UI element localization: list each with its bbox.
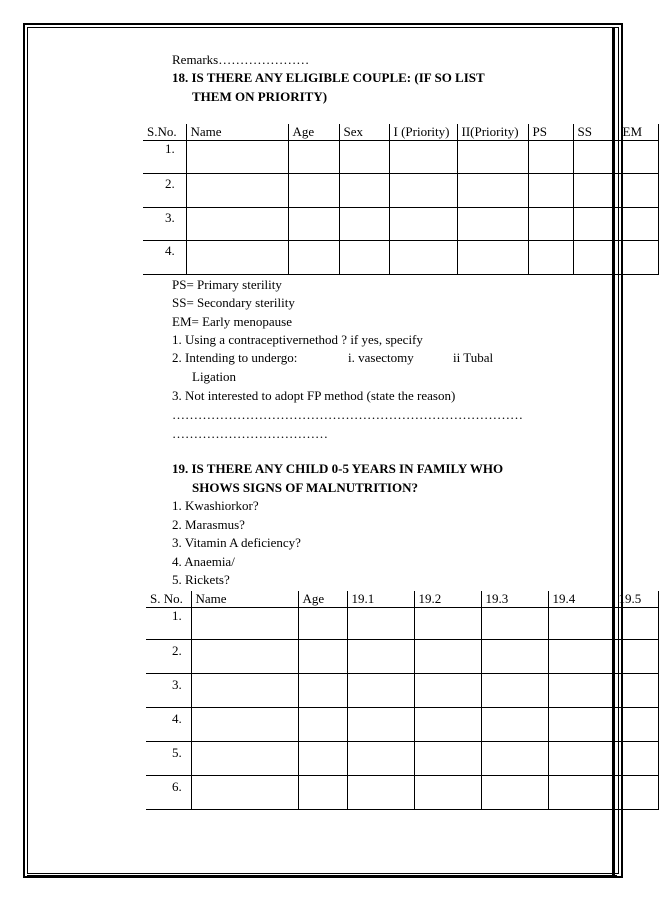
age-cell[interactable] bbox=[288, 208, 339, 241]
name-cell[interactable] bbox=[186, 208, 288, 241]
malnutrition-table bbox=[146, 591, 659, 810]
name-cell[interactable] bbox=[191, 708, 298, 742]
fp-item-3: 3. Not interested to adopt FP method (state the reason) bbox=[172, 388, 456, 403]
cell-19-4[interactable] bbox=[548, 742, 614, 776]
cell-19-2[interactable] bbox=[414, 608, 481, 640]
ss-cell[interactable] bbox=[573, 241, 618, 275]
row-number: 1. bbox=[165, 141, 175, 156]
cell-19-3[interactable] bbox=[481, 608, 548, 640]
page-border-bottom bbox=[27, 875, 617, 878]
col-header-em: EM bbox=[618, 124, 658, 141]
fp-item-2-vasectomy: i. vasectomy bbox=[348, 350, 414, 365]
ss-cell[interactable] bbox=[573, 174, 618, 208]
priority-2-cell[interactable] bbox=[457, 208, 528, 241]
table-row bbox=[146, 674, 658, 708]
cell-19-3[interactable] bbox=[481, 776, 548, 810]
ss-cell[interactable] bbox=[573, 141, 618, 174]
malnutrition-item-4: 4. Anaemia/ bbox=[172, 554, 235, 569]
cell-19-4[interactable] bbox=[548, 674, 614, 708]
row-number: 3. bbox=[165, 210, 175, 225]
row-number: 5. bbox=[172, 745, 182, 760]
ps-cell[interactable] bbox=[528, 141, 573, 174]
name-cell[interactable] bbox=[191, 674, 298, 708]
col-header-sno: S. No. bbox=[146, 591, 191, 608]
eligible-couple-table bbox=[143, 124, 659, 275]
remarks-label: Remarks………………… bbox=[172, 52, 310, 67]
fp-item-1: 1. Using a contraceptivernethod ? if yes, specify bbox=[172, 332, 423, 347]
table-row bbox=[146, 742, 658, 776]
table-row bbox=[143, 241, 658, 275]
em-cell[interactable] bbox=[618, 208, 658, 241]
priority-2-cell[interactable] bbox=[457, 141, 528, 174]
priority-2-cell[interactable] bbox=[457, 241, 528, 275]
fp-item-2-tubal: ii Tubal bbox=[453, 350, 494, 365]
sex-cell[interactable] bbox=[339, 241, 389, 275]
priority-1-cell[interactable] bbox=[389, 141, 457, 174]
em-cell[interactable] bbox=[618, 141, 658, 174]
cell-19-5[interactable] bbox=[614, 708, 658, 742]
cell-19-2[interactable] bbox=[414, 742, 481, 776]
row-number: 4. bbox=[165, 243, 175, 258]
col-header-sno: S.No. bbox=[143, 124, 186, 141]
cell-19-2[interactable] bbox=[414, 640, 481, 674]
age-cell[interactable] bbox=[298, 776, 347, 810]
em-cell[interactable] bbox=[618, 241, 658, 275]
cell-19-5[interactable] bbox=[614, 608, 658, 640]
malnutrition-item-2: 2. Marasmus? bbox=[172, 517, 245, 532]
legend-em: EM= Early menopause bbox=[172, 314, 292, 329]
cell-19-1[interactable] bbox=[347, 608, 414, 640]
cell-19-3[interactable] bbox=[481, 742, 548, 776]
age-cell[interactable] bbox=[288, 174, 339, 208]
ps-cell[interactable] bbox=[528, 208, 573, 241]
q18-heading-line2: THEM ON PRIORITY) bbox=[192, 89, 328, 104]
cell-19-2[interactable] bbox=[414, 776, 481, 810]
table-row bbox=[143, 141, 658, 174]
cell-19-5[interactable] bbox=[614, 640, 658, 674]
col-header-age: Age bbox=[288, 124, 339, 141]
col-header-19-4: 19.4 bbox=[548, 591, 614, 608]
q18-table-wrap bbox=[143, 124, 642, 276]
name-cell[interactable] bbox=[191, 608, 298, 640]
name-cell[interactable] bbox=[186, 174, 288, 208]
col-header-19-5: 19.5 bbox=[614, 591, 658, 608]
age-cell[interactable] bbox=[288, 241, 339, 275]
age-cell[interactable] bbox=[298, 674, 347, 708]
em-cell[interactable] bbox=[618, 174, 658, 208]
q19-heading-line1: 19. IS THERE ANY CHILD 0-5 YEARS IN FAMILY WHO bbox=[172, 461, 504, 476]
age-cell[interactable] bbox=[298, 640, 347, 674]
malnutrition-item-3: 3. Vitamin A deficiency? bbox=[172, 535, 301, 550]
priority-1-cell[interactable] bbox=[389, 174, 457, 208]
priority-1-cell[interactable] bbox=[389, 208, 457, 241]
q18-heading-line1: 18. IS THERE ANY ELIGIBLE COUPLE: (IF SO LIST bbox=[172, 70, 485, 85]
cell-19-1[interactable] bbox=[347, 708, 414, 742]
name-cell[interactable] bbox=[191, 640, 298, 674]
priority-2-cell[interactable] bbox=[457, 174, 528, 208]
malnutrition-item-1: 1. Kwashiorkor? bbox=[172, 498, 259, 513]
name-cell[interactable] bbox=[186, 241, 288, 275]
table-row bbox=[146, 708, 658, 742]
name-cell[interactable] bbox=[186, 141, 288, 174]
ss-cell[interactable] bbox=[573, 208, 618, 241]
col-header-priority-1: I (Priority) bbox=[389, 124, 457, 141]
fp-item-2-ligation: Ligation bbox=[192, 369, 237, 384]
age-cell[interactable] bbox=[298, 742, 347, 776]
cell-19-3[interactable] bbox=[481, 708, 548, 742]
row-number: 2. bbox=[172, 643, 182, 658]
col-header-19-1: 19.1 bbox=[347, 591, 414, 608]
cell-19-2[interactable] bbox=[414, 674, 481, 708]
cell-19-5[interactable] bbox=[614, 742, 658, 776]
col-header-ps: PS bbox=[528, 124, 573, 141]
col-header-priority-2: II(Priority) bbox=[457, 124, 528, 141]
cell-19-2[interactable] bbox=[414, 708, 481, 742]
col-header-ss: SS bbox=[573, 124, 618, 141]
row-number: 4. bbox=[172, 711, 182, 726]
row-number: 1. bbox=[172, 608, 182, 623]
fp-item-2: 2. Intending to undergo: bbox=[172, 350, 298, 365]
priority-1-cell[interactable] bbox=[389, 241, 457, 275]
sex-cell[interactable] bbox=[339, 174, 389, 208]
col-header-name: Name bbox=[186, 124, 288, 141]
table-row bbox=[143, 208, 658, 241]
cell-19-1[interactable] bbox=[347, 674, 414, 708]
reason-dots-line-2: ……………………………… bbox=[172, 426, 328, 441]
table-row bbox=[143, 174, 658, 208]
sex-cell[interactable] bbox=[339, 141, 389, 174]
reason-dots-line-1: ……………………………………………………………………… bbox=[172, 407, 523, 422]
table-row bbox=[146, 776, 658, 810]
cell-19-5[interactable] bbox=[614, 776, 658, 810]
legend-ps: PS= Primary sterility bbox=[172, 277, 282, 292]
row-number: 6. bbox=[172, 779, 182, 794]
q19-table-wrap bbox=[146, 591, 642, 809]
age-cell[interactable] bbox=[288, 141, 339, 174]
row-number: 2. bbox=[165, 176, 175, 191]
age-cell[interactable] bbox=[298, 608, 347, 640]
cell-19-4[interactable] bbox=[548, 776, 614, 810]
cell-19-4[interactable] bbox=[548, 608, 614, 640]
name-cell[interactable] bbox=[191, 742, 298, 776]
ps-cell[interactable] bbox=[528, 174, 573, 208]
col-header-19-2: 19.2 bbox=[414, 591, 481, 608]
cell-19-3[interactable] bbox=[481, 674, 548, 708]
table-row bbox=[146, 640, 658, 674]
col-header-sex: Sex bbox=[339, 124, 389, 141]
cell-19-4[interactable] bbox=[548, 640, 614, 674]
cell-19-4[interactable] bbox=[548, 708, 614, 742]
name-cell[interactable] bbox=[191, 776, 298, 810]
col-header-name: Name bbox=[191, 591, 298, 608]
table-row bbox=[146, 608, 658, 640]
cell-19-1[interactable] bbox=[347, 776, 414, 810]
row-number: 3. bbox=[172, 677, 182, 692]
legend-ss: SS= Secondary sterility bbox=[172, 295, 295, 310]
ps-cell[interactable] bbox=[528, 241, 573, 275]
q19-heading-line2: SHOWS SIGNS OF MALNUTRITION? bbox=[192, 480, 418, 495]
malnutrition-item-5: 5. Rickets? bbox=[172, 572, 230, 587]
sex-cell[interactable] bbox=[339, 208, 389, 241]
cell-19-5[interactable] bbox=[614, 674, 658, 708]
age-cell[interactable] bbox=[298, 708, 347, 742]
col-header-19-3: 19.3 bbox=[481, 591, 548, 608]
cell-19-1[interactable] bbox=[347, 742, 414, 776]
col-header-age: Age bbox=[298, 591, 347, 608]
cell-19-1[interactable] bbox=[347, 640, 414, 674]
cell-19-3[interactable] bbox=[481, 640, 548, 674]
